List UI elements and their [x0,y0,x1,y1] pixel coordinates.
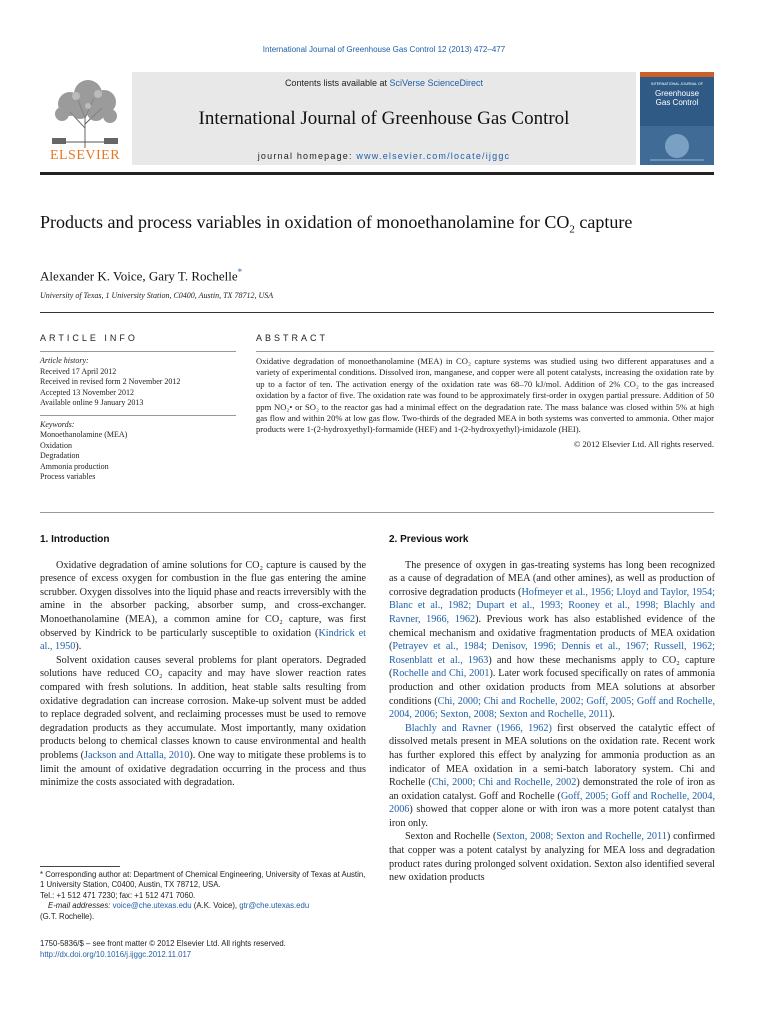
paragraph-text: Sexton and Rochelle ( [405,831,497,843]
article-info [40,348,236,483]
journal-header-box [132,72,636,165]
keyword-item: Monoethanolamine (MEA) [40,430,128,439]
citation-link[interactable]: Hofmeyer et al., 1956; Lloyd and Taylor, 1954; Blanc et al., 1982; Dupart et al., 1993; Rooney et al., 1998; Blachly and Ravner, 1966, 1962 [389,586,716,625]
paragraph-text: ) demonstrated the role of iron as an oxidation catalyst. Goff and Rochelle ( [389,777,715,802]
footnote-phone: Tel.: +1 512 471 7230; fax: +1 512 471 7060. [40,890,196,900]
info-rule [40,415,236,416]
copyright-notice: © 2012 Elsevier Ltd. All rights reserved. [573,438,714,449]
journal-cover-icon [640,72,714,165]
homepage-prefix: journal homepage: [257,151,357,161]
paragraph [40,559,366,654]
contents-prefix: Contents lists available at [284,78,390,88]
section-2-heading: 2. Previous work [389,534,469,545]
abstract-rule [256,351,714,352]
abstract-text: Oxidative degradation of monoethanolamine (MEA) in CO₂ capture systems was studied using two different apparatuses and a variety of experimental conditions. Dissolved iron, manganese, and copper were all potent catalysts, increasing the oxidation rate by up to a factor of ten. The activation energy of the oxidation rate was 68–70 kJ/mol. Addition of 2% CO₂ to the gas increased oxidation by a factor of five. The oxidation rate was found to be approximately first-order in oxygen partial pressure. Addition of 50 ppm NO₂• or SO₂ to the reactor gas had a minimal effect on the degradation rate. The mass balance was closed within 5% at high gas flow and within 20% at low gas flow. Two-thirds of the degraded MEA in both systems was converted to ammonia. Other major products were 1-(2-hydroxyethyl)-formamide (HEF) and 1-(2-hydroxyethyl)-imidazole (HEI). [256,356,714,435]
citation-link[interactable]: Kindrick et al., 1950 [40,627,366,653]
elsevier-logo[interactable] [40,72,130,168]
paragraph-text: ) and how these mechanisms apply to CO₂ capture ( [389,654,715,680]
cover-title-line-1: Greenhouse [654,89,700,98]
header-divider [40,312,714,313]
history-item: Available online 9 January 2013 [40,398,144,407]
citation-link[interactable]: Rochelle and Chi, 2001 [392,668,490,680]
citation-link[interactable]: Blachly and Ravner [405,722,492,734]
author-list [40,267,242,284]
paragraph-text: ). [75,641,82,653]
doi-link[interactable]: http://dx.doi.org/10.1016/j.ijggc.2012.11.017 [40,950,192,959]
keyword-item: Ammonia production [40,461,109,471]
paragraph-text: ) showed that copper alone or with iron was a more potent catalyst than iron only. [389,804,715,829]
keywords-label: Keywords: [40,419,75,429]
footnote-rule [40,866,120,867]
keyword-item: Process variables [40,472,96,481]
elsevier-wordmark: ELSEVIER [49,148,121,163]
journal-cover-thumbnail[interactable] [640,72,714,165]
paper-title [40,211,714,241]
paragraph [389,722,715,831]
abstract-heading: ABSTRACT [256,333,329,343]
abstract [256,348,714,449]
info-rule [40,351,236,352]
paragraph-text: ) confirmed that copper was a potent catalyst by analyzing for MEA loss and degradation product rates during prolonged solvent oxidation. Sexton also identified several new oxidation products [389,831,716,884]
front-matter [40,938,366,960]
right-column [389,533,715,885]
issn-line: 1750-5836/$ – see front matter © 2012 Elsevier Ltd. All rights reserved. [40,939,286,948]
article-info-heading: ARTICLE INFO [40,333,138,343]
affiliation: University of Texas, 1 University Station, C0400, Austin, TX 78712, USA [40,291,274,300]
citation-link[interactable]: Jackson and Attalla, 2010 [84,749,190,761]
paragraph-text: first observed the catalytic effect of dissolved metals present in MEA solutions on the oxidation rate. Recent work has further explored this effect by analyzing for ammonia production as an indicator of MEA oxidation in a semi-batch laboratory system. Chi and Rochelle ( [389,722,715,789]
section-1-heading: 1. Introduction [40,534,110,545]
keyword-item: Oxidation [40,440,72,450]
corresponding-author-link[interactable]: * [237,267,243,277]
title-tail: capture [579,212,633,232]
history-item: Received 17 April 2012 [40,366,117,376]
email-label: E-mail addresses: [48,901,113,911]
email-link[interactable]: voice@che.utexas.edu [112,901,192,911]
title-main: Products and process variables in oxidation of monoethanolamine for CO [40,212,570,232]
cover-title-line-2: Gas Control [655,98,699,107]
title-subscript: 2 [569,223,575,236]
paragraph-text: Solvent oxidation causes several problems for plant operators. Degraded solutions have reduced CO₂ capacity and may have slower reaction rates compared with fresh solutions. In addition, heat stable salts resulting from oxidative degradation can increase corrosion. Make-up solvent must be added to replace degraded solvent, and reclaiming processes must be used to remove degradation products as they accumulate. Most importantly, many oxidation products belong to chemical classes known to cause environmental and health problems ( [40,654,366,761]
left-column [40,533,366,790]
paragraph [389,559,715,722]
footnote-corresponding: * Corresponding author at: Department of Chemical Engineering, University of Texas at Austin, 1 University Station, C0400, Austin, TX 78712, USA. [40,870,366,890]
cover-small-text: INTERNATIONAL JOURNAL OF [651,82,703,86]
citation-link[interactable]: Goff, 2005; Goff and Rochelle, 2004, 2006 [389,790,715,816]
paragraph [389,830,715,884]
contents-line [132,78,636,88]
abstract-bottom-rule [40,512,714,513]
paragraph-text: ). [608,709,615,721]
elsevier-tree-icon [40,72,130,150]
email-owner: (G.T. Rochelle). [40,911,95,921]
citation-link[interactable]: (1966, 1962) [496,722,552,734]
history-item: Received in revised form 2 November 2012 [40,377,181,386]
paragraph-text: ). One way to mitigate these problems is to limit the amount of oxidative degradation occurring in the process and thus minimize the costs associated with degradation. [40,749,366,789]
paragraph-text: ). Previous work has also established evidence of the chemical mechanism and oxidative fragmentation products of MEA oxidation ( [389,613,716,653]
history-item: Accepted 13 November 2012 [40,387,134,397]
footnotes [40,870,366,922]
keyword-item: Degradation [40,451,80,460]
citation-link[interactable]: Chi, 2000; Chi and Rochelle, 2002; Goff, 2005; Goff and Rochelle, 2004, 2006; Sexton, 2008; Sexton and Rochelle, 2011 [389,695,715,721]
paragraph [40,654,366,790]
email-link[interactable]: gtr@che.utexas.edu [239,901,310,911]
footnote-emails [40,901,366,911]
email-owner: (A.K. Voice), [191,901,240,911]
sciencedirect-link[interactable]: SciVerse ScienceDirect [389,78,484,88]
journal-masthead [40,72,714,172]
homepage-link[interactable]: www.elsevier.com/locate/ijggc [356,151,511,161]
citation-link[interactable]: Chi, 2000; Chi and Rochelle, 2002 [431,777,577,789]
homepage-line [132,151,636,161]
journal-citation[interactable]: International Journal of Greenhouse Gas Control 12 (2013) 472–477 [262,45,506,54]
paragraph-text: ). Later work focused specifically on rates of ammonia production and other oxidation products from MEA solutions at absorber conditions ( [389,668,715,707]
paragraph-text: The presence of oxygen in gas-treating systems has long been recognized as a cause of degradation of MEA (and other amines), as well as production of corrosive degradation products ( [389,559,715,598]
masthead-divider [40,172,714,175]
paragraph-text: Oxidative degradation of amine solutions for CO₂ capture is caused by the presence of excess oxygen for combustion in the flue gas entering the amine scrubber. Oxygen dissolves into the liquid phase and reacts irreversibly with the amine in the absorber packing, absorber sump, and cross-exchanger. Monoethanolamine (MEA), a common amine for CO₂ capture, was first observed by Kindrick to be particularly susceptible to oxidation ( [40,559,366,639]
journal-title: International Journal of Greenhouse Gas Control [198,108,570,129]
history-label: Article history: [40,356,89,365]
citation-link[interactable]: Petrayev et al., 1984; Denisov, 1996; Dennis et al., 1967; Russell, 1962; Rosenblatt et al., 1963 [389,641,715,666]
author-names: Alexander K. Voice, Gary T. Rochelle [40,268,238,284]
citation-link[interactable]: Sexton, 2008; Sexton and Rochelle, 2011 [496,831,667,843]
